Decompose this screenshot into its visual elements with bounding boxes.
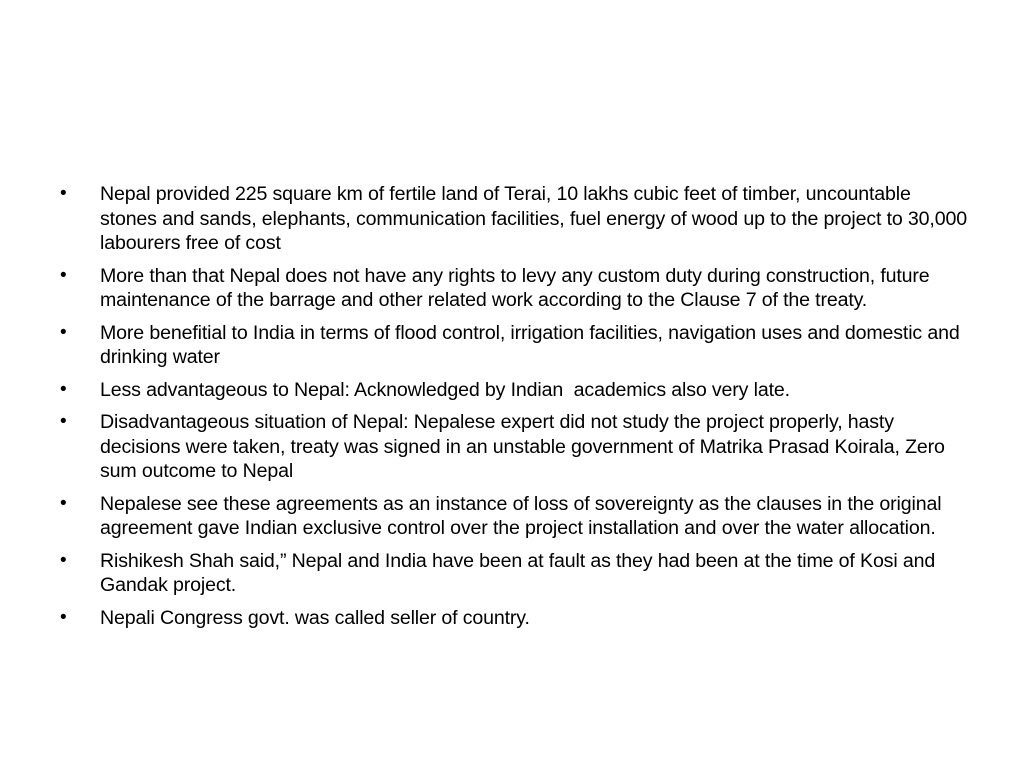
bullet-icon: •	[60, 183, 67, 204]
bullet-item	[56, 182, 968, 256]
bullet-text: More than that Nepal does not have any rights to levy any custom duty during construction, future maintenance of the barrage and other related work according to the Clause 7 of the treaty.	[100, 264, 930, 311]
bullet-icon: •	[60, 321, 67, 343]
bullet-text: More benefitial to India in terms of flood control, irrigation facilities, navigation uses and domestic and drinking water	[100, 321, 960, 368]
bullet-icon: •	[60, 264, 67, 286]
bullet-item	[56, 492, 968, 541]
bullet-icon: •	[60, 378, 67, 400]
bullet-item	[56, 410, 968, 484]
bullet-item	[56, 606, 968, 631]
bullet-list	[56, 182, 968, 638]
bullet-item	[56, 378, 968, 403]
bullet-icon: •	[60, 549, 67, 571]
bullet-item	[56, 549, 968, 598]
bullet-text: Nepali Congress govt. was called seller of country.	[100, 606, 530, 629]
bullet-text: Rishikesh Shah said,” Nepal and India have been at fault as they had been at the time of Kosi and Gandak project.	[100, 549, 936, 596]
bullet-text: Less advantageous to Nepal: Acknowledged by Indian academics also very late.	[100, 378, 790, 401]
bullet-text: Nepalese see these agreements as an instance of loss of sovereignty as the clauses in the original agreement gave Indian exclusive control over the project installation and over the water allocation.	[100, 492, 942, 539]
bullet-icon: •	[60, 606, 67, 628]
bullet-item	[56, 264, 968, 313]
bullet-text: Disadvantageous situation of Nepal: Nepalese expert did not study the project properly, hasty decisions were taken, treaty was signed in an unstable government of Matrika Prasad Koirala, Zero sum outcome to Nepal	[100, 411, 945, 482]
bullet-item	[56, 321, 968, 370]
bullet-text: Nepal provided 225 square km of fertile land of Terai, 10 lakhs cubic feet of timber, uncountable stones and sands, elephants, communication facilities, fuel energy of wood up to the project to 30,000 labourers free of cost	[100, 183, 967, 254]
bullet-icon: •	[60, 492, 67, 514]
bullet-icon: •	[60, 411, 67, 432]
